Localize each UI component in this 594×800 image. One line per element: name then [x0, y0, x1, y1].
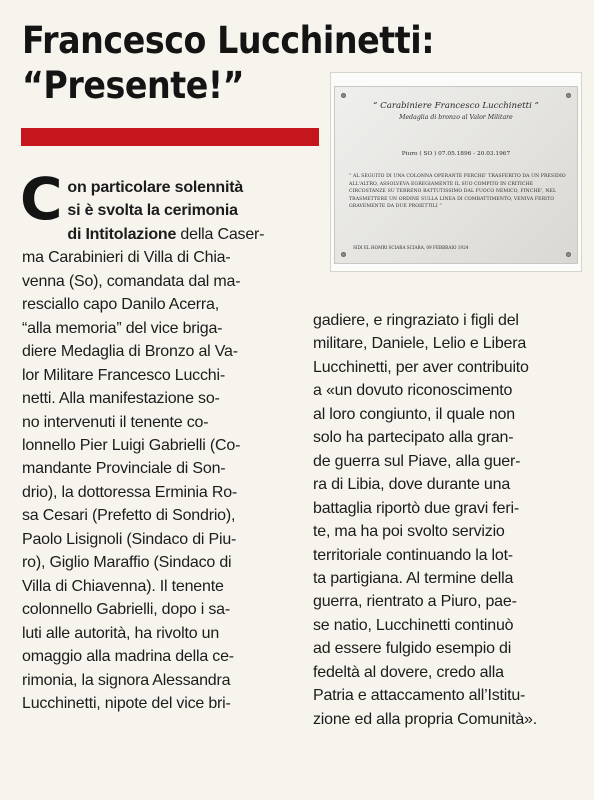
lead-line: on particolare solennità — [67, 179, 244, 196]
screw-icon — [341, 93, 346, 98]
body-line: della Caser- — [176, 225, 265, 243]
body-line: ra di Libia, dove durante una — [313, 476, 511, 494]
body-line: sa Cesari (Prefetto di Sondrio), — [22, 507, 236, 525]
body-line: Lucchinetti, per aver contribuito — [313, 358, 529, 376]
body-line: venna (So), comandata dal ma- — [22, 272, 241, 290]
headline-line-2: “Presente!” — [22, 64, 245, 107]
body-line: omaggio alla madrina della ce- — [22, 648, 234, 666]
article-column-right — [313, 309, 585, 731]
lead-line: si è svolta la cerimonia — [67, 202, 238, 220]
plaque-subtitle: Medaglia di bronzo al Valor Militare — [399, 114, 513, 121]
body-line: al loro congiunto, il quale non — [313, 405, 515, 423]
commemorative-plaque — [334, 86, 578, 264]
body-line: rimonia, la signora Alessandra — [22, 671, 231, 689]
plaque-title: “ Carabiniere Francesco Lucchinetti ” — [373, 101, 539, 111]
article-paragraph — [313, 309, 585, 731]
body-line: ro), Giglio Maraffio (Sindaco di — [22, 554, 232, 572]
body-line: fedeltà al dovere, credo alla — [313, 663, 504, 681]
plaque-photo — [330, 72, 582, 272]
body-line: “alla memoria” del vice briga- — [22, 319, 223, 337]
body-line: territoriale continuando la lot- — [313, 546, 513, 564]
body-line: ta partigiana. Al termine della — [313, 569, 514, 587]
body-line: diere Medaglia di Bronzo al Va- — [22, 343, 238, 361]
accent-rule — [21, 128, 319, 146]
body-line: militare, Daniele, Lelio e Libera — [313, 335, 527, 353]
plaque-dates: Piuro ( SO ) 07.05.1896 - 20.03.1967 — [401, 151, 511, 157]
body-line: de guerra sul Piave, alla guer- — [313, 452, 521, 470]
body-line: drio), la dottoressa Erminia Ro- — [22, 483, 238, 501]
headline-line-1: Francesco Lucchinetti: — [22, 19, 435, 62]
body-line: luti alle autorità, ha rivolto un — [22, 624, 220, 642]
body-line: se natio, Lucchinetti continuò — [313, 616, 514, 634]
screw-icon — [341, 252, 346, 257]
article-paragraph — [20, 165, 297, 715]
body-line: Lucchinetti, nipote del vice bri- — [22, 694, 231, 712]
body-line: lor Militare Francesco Lucchi- — [22, 366, 225, 384]
screw-icon — [566, 93, 571, 98]
body-line: a «un dovuto riconoscimento — [313, 382, 513, 400]
body-line: resciallo capo Danilo Acerra, — [22, 296, 219, 314]
body-line: battaglia riportò due gravi feri- — [313, 499, 519, 517]
body-line: Patria e attaccamento all’Istitu- — [313, 687, 526, 705]
lead-bold-tail: di Intitolazione — [67, 225, 177, 243]
body-line: no intervenuti il tenente co- — [22, 413, 209, 431]
body-line: ad essere fulgido esempio di — [313, 640, 512, 658]
plaque-footer: SIDI EL HOMRI SCIARA SCIARA, 09 FEBBRAIO 1924 — [353, 245, 469, 250]
body-line: gadiere, e ringraziato i figli del — [313, 312, 519, 329]
body-line: te, ma ha poi svolto servizio — [313, 523, 505, 541]
article-column-left — [20, 165, 297, 715]
body-line: ma Carabinieri di Villa di Chia- — [22, 249, 231, 267]
body-line: lonnello Pier Luigi Gabrielli (Co- — [22, 436, 241, 454]
screw-icon — [566, 252, 571, 257]
body-line: mandante Provinciale di Son- — [22, 460, 226, 478]
drop-cap: C — [20, 165, 63, 233]
body-line: Paolo Lisignoli (Sindaco di Piu- — [22, 530, 237, 548]
headline — [22, 18, 435, 108]
body-line: colonnello Gabrielli, dopo i sa- — [22, 601, 230, 619]
body-line: solo ha partecipato alla gran- — [313, 429, 514, 447]
body-line: guerra, rientrato a Piuro, pae- — [313, 593, 517, 611]
plaque-citation: “ AL SEGUITO DI UNA COLONNA OPERANTE PERCHE' TRASFERITO DA UN PRESIDIO ALL'ALTRO, ASSOLVEVA EGREGIAMENTE IL SUO COMPITO IN CRITICHE CIRCOSTANZE SU TERRENO BATTUTISSIMO DAL FUOCO NEMICO, FINCHE', NEL TRASMETTERE UN ORDINE SULLA LINEA DI COMBATTIMENTO, VENIVA FERITO GRAVEMENTE DA DUE PROIETTILI ” — [349, 174, 566, 210]
body-line: Villa di Chiavenna). Il tenente — [22, 577, 224, 595]
body-line: netti. Alla manifestazione so- — [22, 390, 220, 408]
body-line: zione ed alla propria Comunità». — [313, 710, 537, 728]
